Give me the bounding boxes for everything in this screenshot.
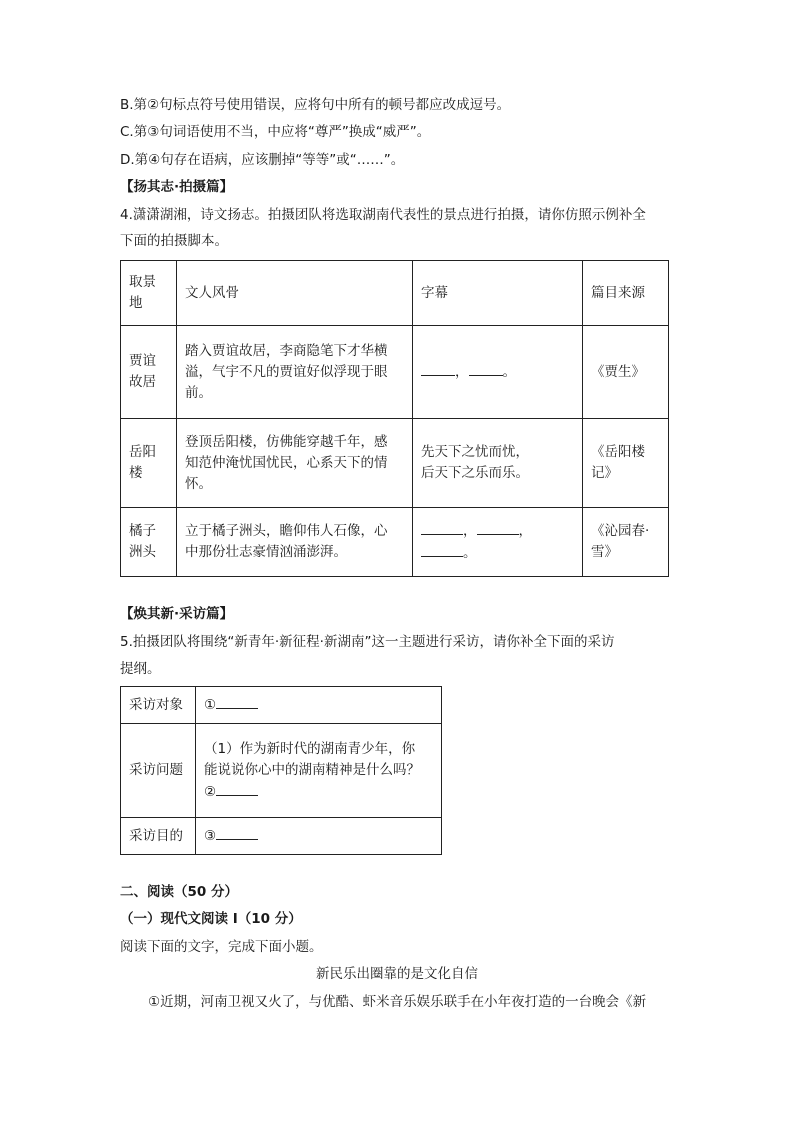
caption-cell: 先天下之忧而忧， 后天下之乐而乐。 <box>413 419 583 508</box>
question-4-text-cont: 下面的拍摄脚本。 <box>120 233 228 249</box>
source-cell: 《沁园春· 雪》 <box>583 508 669 577</box>
article-paragraph-1: ①近期，河南卫视又火了，与优酷、虾米音乐娱乐联手在小年夜打造的一台晚会《新 <box>148 994 647 1010</box>
article-title: 新民乐出圈靠的是文化自信 <box>316 966 478 982</box>
interview-purpose-label: 采访目的 <box>121 818 196 855</box>
answer-blank[interactable] <box>421 361 455 376</box>
interview-purpose-cell: ③ <box>196 818 442 855</box>
spirit-cell: 登顶岳阳楼，仿佛能穿越千年，感 知范仲淹忧国忧民，心系天下的情 怀。 <box>177 419 413 508</box>
question-4-text: 4.潇潇湖湘，诗文扬志。拍摄团队将选取湖南代表性的景点进行拍摄，请你仿照示例补全 <box>120 207 646 223</box>
table-row <box>121 687 442 724</box>
answer-blank[interactable] <box>421 520 463 535</box>
answer-blank[interactable] <box>216 694 258 709</box>
option-b: B.第②句标点符号使用错误，应将句中所有的顿号都应改成逗号。 <box>120 97 511 113</box>
place-cell: 贾谊 故居 <box>121 326 177 419</box>
interview-outline-table <box>120 686 442 855</box>
interview-question-label: 采访问题 <box>121 724 196 818</box>
spirit-cell: 立于橘子洲头，瞻仰伟人石像，心 中那份壮志豪情汹涌澎湃。 <box>177 508 413 577</box>
section-heading-filming: 【扬其志·拍摄篇】 <box>120 179 234 195</box>
place-cell: 橘子 洲头 <box>121 508 177 577</box>
option-c: C.第③句词语使用不当，中应将“尊严”换成“威严”。 <box>120 124 431 140</box>
reading-instruction: 阅读下面的文字，完成下面小题。 <box>120 939 323 955</box>
answer-blank[interactable] <box>216 825 258 840</box>
table-row <box>121 326 669 419</box>
caption-cell: ， ， 。 <box>413 508 583 577</box>
answer-blank[interactable] <box>216 781 258 796</box>
source-cell: 《岳阳楼 记》 <box>583 419 669 508</box>
table-row <box>121 724 442 818</box>
header-place: 取景地 <box>121 261 177 326</box>
option-d: D.第④句存在语病，应该删掉“等等”或“……”。 <box>120 152 405 168</box>
answer-blank[interactable] <box>469 361 503 376</box>
section-heading-interview: 【焕其新·采访篇】 <box>120 606 234 622</box>
question-5-text-cont: 提纲。 <box>120 661 161 677</box>
reading-section-heading: 二、阅读（50 分） <box>120 884 238 900</box>
caption-cell: ， 。 <box>413 326 583 419</box>
interview-target-cell: ① <box>196 687 442 724</box>
question-5-text: 5.拍摄团队将围绕“新青年·新征程·新湖南”这一主题进行采访，请你补全下面的采访 <box>120 634 615 650</box>
table-row <box>121 419 669 508</box>
reading-subsection-heading: （一）现代文阅读 I（10 分） <box>120 911 302 927</box>
source-cell: 《贾生》 <box>583 326 669 419</box>
place-cell: 岳阳 楼 <box>121 419 177 508</box>
interview-target-label: 采访对象 <box>121 687 196 724</box>
header-caption: 字幕 <box>413 261 583 326</box>
answer-blank[interactable] <box>477 520 519 535</box>
table-row <box>121 508 669 577</box>
header-spirit: 文人风骨 <box>177 261 413 326</box>
table-row <box>121 818 442 855</box>
filming-script-table <box>120 260 669 577</box>
header-source: 篇目来源 <box>583 261 669 326</box>
interview-question-cell: （1）作为新时代的湖南青少年，你 能说说你心中的湖南精神是什么吗？ ② <box>196 724 442 818</box>
table-header-row <box>121 261 669 326</box>
spirit-cell: 踏入贾谊故居，李商隐笔下才华横 溢，气宇不凡的贾谊好似浮现于眼 前。 <box>177 326 413 419</box>
answer-blank[interactable] <box>421 542 463 557</box>
